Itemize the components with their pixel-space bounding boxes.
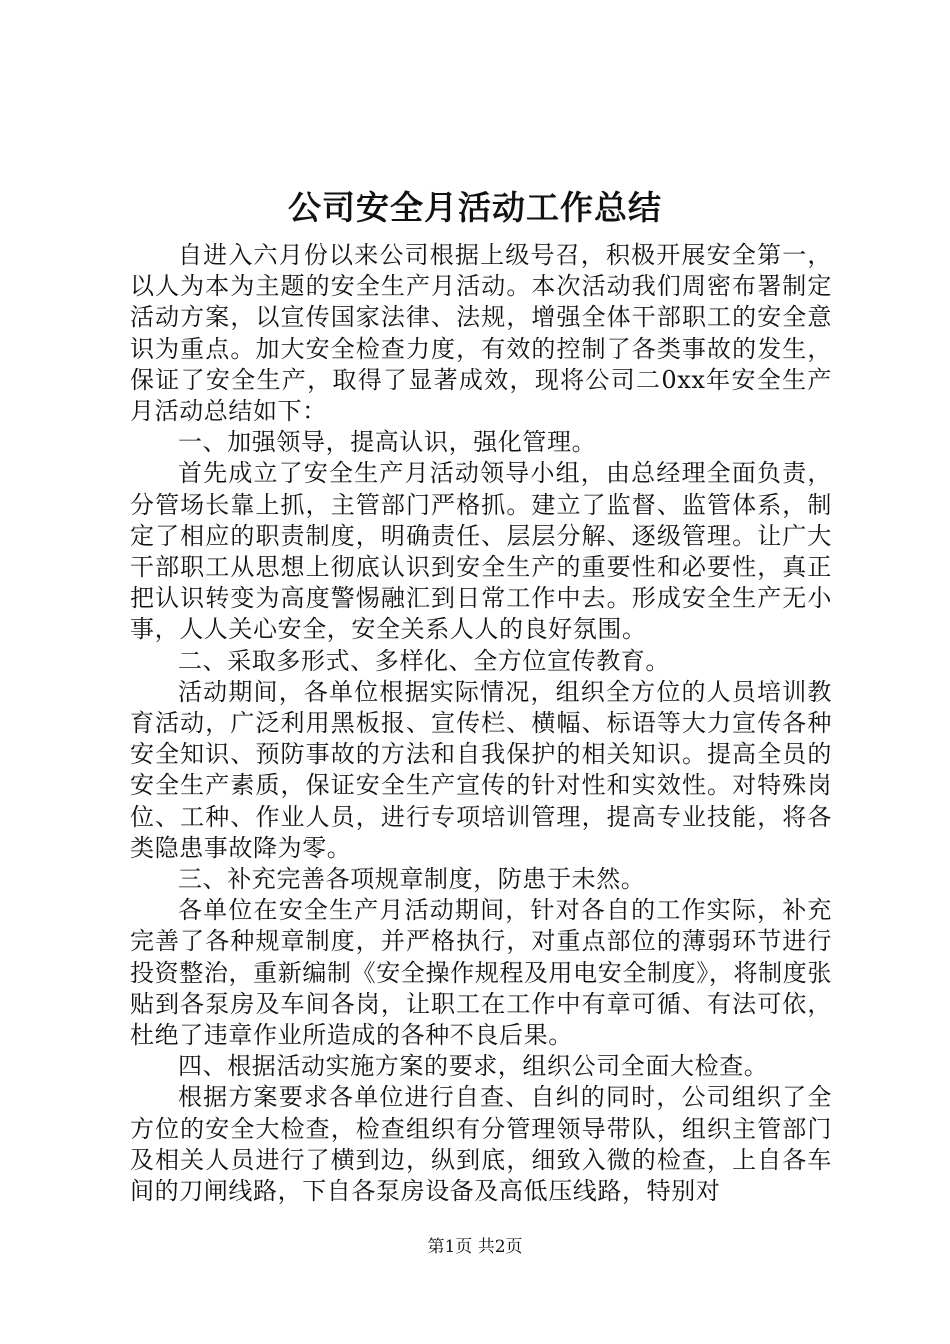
paragraph-1: 首先成立了安全生产月活动领导小组，由总经理全面负责，分管场长靠上抓，主管部门严格抓。建立了监督、监管体系，制定了相应的职责制度，明确责任、层层分解、逐级管理。让广大干部职工从思想上彻底认识到安全生产的重要性和必要性，真正把认识转变为高度警惕融汇到日常工作中去。形成安全生产无小事，人人关心安全，安全关系人人的良好氛围。 [130, 459, 832, 644]
section-heading-3: 三、补充完善各项规章制度，防患于未然。 [178, 865, 646, 894]
section-heading-4: 四、根据活动实施方案的要求，组织公司全面大检查。 [178, 1052, 769, 1081]
section-heading-1: 一、加强领导，提高认识，强化管理。 [178, 428, 597, 457]
document-title: 公司安全月活动工作总结 [288, 188, 662, 227]
paragraph-2: 活动期间，各单位根据实际情况，组织全方位的人员培训教育活动，广泛利用黑板报、宣传栏、横幅、标语等大力宣传各种安全知识、预防事故的方法和自我保护的相关知识。提高全员的安全生产素质，保证安全生产宣传的针对性和实效性。对特殊岗位、工种、作业人员，进行专项培训管理，提高专业技能，将各类隐患事故降为零。 [130, 677, 832, 862]
paragraph-intro: 自进入六月份以来公司根据上级号召，积极开展安全第一，以人为本为主题的安全生产月活动。本次活动我们周密布署制定活动方案，以宣传国家法律、法规，增强全体干部职工的安全意识为重点。加大安全检查力度，有效的控制了各类事故的发生，保证了安全生产，取得了显著成效，现将公司二0xx年安全生产月活动总结如下： [130, 241, 832, 426]
section-heading-2: 二、采取多形式、多样化、全方位宣传教育。 [178, 646, 670, 675]
page-number-footer: 第1页 共2页 [427, 1237, 523, 1257]
paragraph-4: 根据方案要求各单位进行自查、自纠的同时，公司组织了全方位的安全大检查，检查组织有分管理领导带队，组织主管部门及相关人员进行了横到边，纵到底，细致入微的检查，上自各车间的刀闸线路，下自各泵房设备及高低压线路，特别对 [130, 1083, 832, 1206]
document-body [130, 240, 832, 1207]
paragraph-3: 各单位在安全生产月活动期间，针对各自的工作实际，补充完善了各种规章制度，并严格执行，对重点部位的薄弱环节进行投资整治，重新编制《安全操作规程及用电安全制度》，将制度张贴到各泵房及车间各岗，让职工在工作中有章可循、有法可依，杜绝了违章作业所造成的各种不良后果。 [130, 896, 832, 1050]
